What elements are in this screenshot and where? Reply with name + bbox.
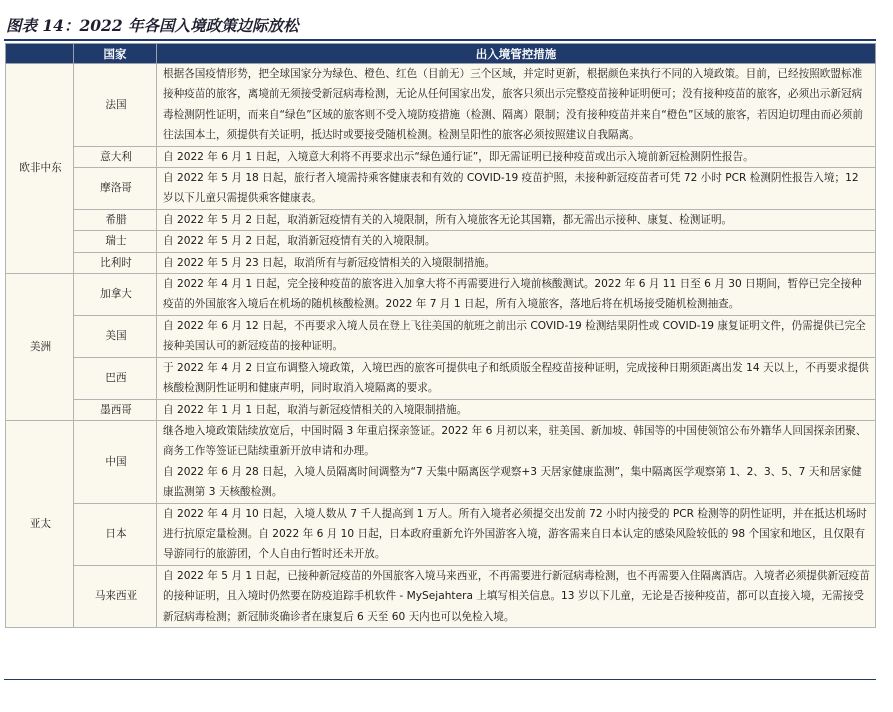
measures-cell (157, 64, 876, 147)
measure-paragraph: 继各地入境政策陆续放宽后，中国时隔 3 年重启探亲签证。2022 年 6 月初以来，驻美国、新加坡、韩国等的中国使领馆公布外籍华人回国探亲团聚、商务工作等签证已陆续重新开放申请和办理。 (163, 424, 867, 458)
table-row (6, 565, 876, 627)
table-row (6, 168, 876, 210)
measure-paragraph: 自 2022 年 5 月 18 日起，旅行者入境需持乘客健康表和有效的 COVID-19 疫苗护照，未接种新冠疫苗者可凭 72 小时 PCR 检测阴性报告入境；12 岁以下儿童只需提供乘客健康表。 (163, 172, 859, 205)
caption-rule (4, 39, 876, 41)
measures-cell (157, 252, 876, 273)
country-cell: 意大利 (74, 146, 157, 167)
measure-paragraph: 根据各国疫情形势，把全球国家分为绿色、橙色、红色（目前无）三个区域，并定时更新，根据颜色来执行不同的入境政策。目前，已经按照欧盟标准接种疫苗的旅客，离境前无须接受新冠病毒检测，无论从任何国家出发，旅客只须出示完整疫苗接种证明便可；没有接种疫苗的旅客，必须出示新冠病毒检测阴性证明，而来自“绿色”区域的旅客则不受入境防疫措施（检测、隔离）限制；没有接种疫苗并来自“橙色”区域的旅客，若因迫切理由而必须前往法国本土，须提供有关证明，抵达时或要接受随机检测。检测呈阳性的旅客必须按照建议自我隔离。 (163, 68, 863, 142)
measure-paragraph: 自 2022 年 5 月 2 日起，取消新冠疫情有关的入境限制。 (163, 235, 436, 248)
country-cell: 墨西哥 (74, 399, 157, 420)
header-measures: 出入境管控措施 (157, 44, 876, 64)
measure-paragraph: 自 2022 年 6 月 28 日起，入境人员隔离时间调整为“7 天集中隔离医学观察+3 天居家健康监测”，集中隔离医学观察第 1、2、3、5、7 天和居家健康监测第 3 天核酸检测。 (163, 465, 862, 499)
measures-cell (157, 146, 876, 167)
measure-paragraph: 于 2022 年 4 月 2 日宣布调整入境政策，入境巴西的旅客可提供电子和纸质版全程疫苗接种证明，完成接种日期须距离出发 14 天以上，不再要求提供核酸检测阴性证明和健康声明，同时取消入境隔离的要求。 (163, 361, 869, 395)
table-row (6, 274, 876, 316)
figure-caption: 图表 14：2022 年各国入境政策边际放松 (6, 16, 299, 35)
measures-cell (157, 274, 876, 316)
table-row (6, 252, 876, 273)
country-cell: 马来西亚 (74, 565, 157, 627)
table-row (6, 315, 876, 357)
country-cell: 加拿大 (74, 274, 157, 316)
table-row (6, 209, 876, 230)
measure-paragraph: 自 2022 年 1 月 1 日起，取消与新冠疫情相关的入境限制措施。 (163, 403, 468, 416)
measures-cell (157, 565, 876, 627)
table-row (6, 357, 876, 399)
country-cell: 瑞士 (74, 231, 157, 252)
measure-paragraph: 自 2022 年 5 月 1 日起，已接种新冠疫苗的外国旅客入境马来西亚，不再需要进行新冠病毒检测，也不再需要入住隔离酒店。入境者必须提供新冠疫苗的接种证明，且入境时仍然要在防疫追踪手机软件 - MySejahtera 上填写相关信息。13 岁以下儿童，无论是否接种疫苗，都可以直接入境，无需接受新冠病毒检测；新冠肺炎确诊者在康复后 6 天至 60 天内也可以免检入境。 (163, 569, 870, 623)
table-row (6, 146, 876, 167)
country-cell: 比利时 (74, 252, 157, 273)
country-cell: 巴西 (74, 357, 157, 399)
header-region (6, 44, 74, 64)
header-country: 国家 (74, 44, 157, 64)
country-cell: 希腊 (74, 209, 157, 230)
table-body (6, 64, 876, 628)
measure-paragraph: 自 2022 年 6 月 12 日起，不再要求入境人员在登上飞往美国的航班之前出示 COVID-19 检测结果阴性或 COVID-19 康复证明文件，仍需提供已完全接种美国认可的新冠疫苗的接种证明。 (163, 319, 866, 353)
measures-cell (157, 209, 876, 230)
table-row (6, 399, 876, 420)
table-row (6, 503, 876, 565)
measure-paragraph: 自 2022 年 5 月 2 日起，取消新冠疫情有关的入境限制，所有入境旅客无论其国籍，都无需出示接种、康复、检测证明。 (163, 213, 733, 226)
measures-cell (157, 168, 876, 210)
country-cell: 中国 (74, 420, 157, 503)
region-cell: 美洲 (6, 274, 74, 421)
entry-policy-table (5, 43, 876, 628)
table-row (6, 420, 876, 503)
region-cell: 亚太 (6, 420, 74, 627)
country-cell: 美国 (74, 315, 157, 357)
table-row (6, 64, 876, 147)
measures-cell (157, 357, 876, 399)
table-row (6, 231, 876, 252)
measure-paragraph: 自 2022 年 4 月 1 日起，完全接种疫苗的旅客进入加拿大将不再需要进行入境前核酸测试。2022 年 6 月 11 日至 6 月 30 日期间，暂停已完全接种疫苗的外国旅客入境后在机场的随机核酸检测。2022 年 7 月 1 日起，所有入境旅客，落地后将在机场接受随机检测抽查。 (163, 278, 862, 311)
country-cell: 摩洛哥 (74, 168, 157, 210)
region-cell: 欧非中东 (6, 64, 74, 274)
measures-cell (157, 503, 876, 565)
measure-paragraph: 自 2022 年 4 月 10 日起，入境人数从 7 千人提高到 1 万人。所有入境者必须提交出发前 72 小时内接受的 PCR 检测等的阴性证明，并在抵达机场时进行抗原定量检测。自 2022 年 6 月 10 日起，日本政府重新允许外国游客入境，游客需来自日本认定的感染风险较低的 98 个国家和地区，且仅限有导游同行的旅游团，个人自由行暂时还未开放。 (163, 507, 867, 561)
measures-cell (157, 420, 876, 503)
country-cell: 日本 (74, 503, 157, 565)
measure-paragraph: 自 2022 年 6 月 1 日起，入境意大利将不再要求出示“绿色通行证”，即无需证明已接种疫苗或出示入境前新冠检测阴性报告。 (163, 150, 754, 163)
cropped-previous-line (0, 0, 893, 6)
measures-cell (157, 315, 876, 357)
measure-paragraph: 自 2022 年 5 月 23 日起，取消所有与新冠疫情相关的入境限制措施。 (163, 256, 496, 269)
country-cell: 法国 (74, 64, 157, 147)
measures-cell (157, 399, 876, 420)
measures-cell (157, 231, 876, 252)
table-header-row (6, 44, 876, 64)
table-bottom-rule (4, 679, 876, 680)
